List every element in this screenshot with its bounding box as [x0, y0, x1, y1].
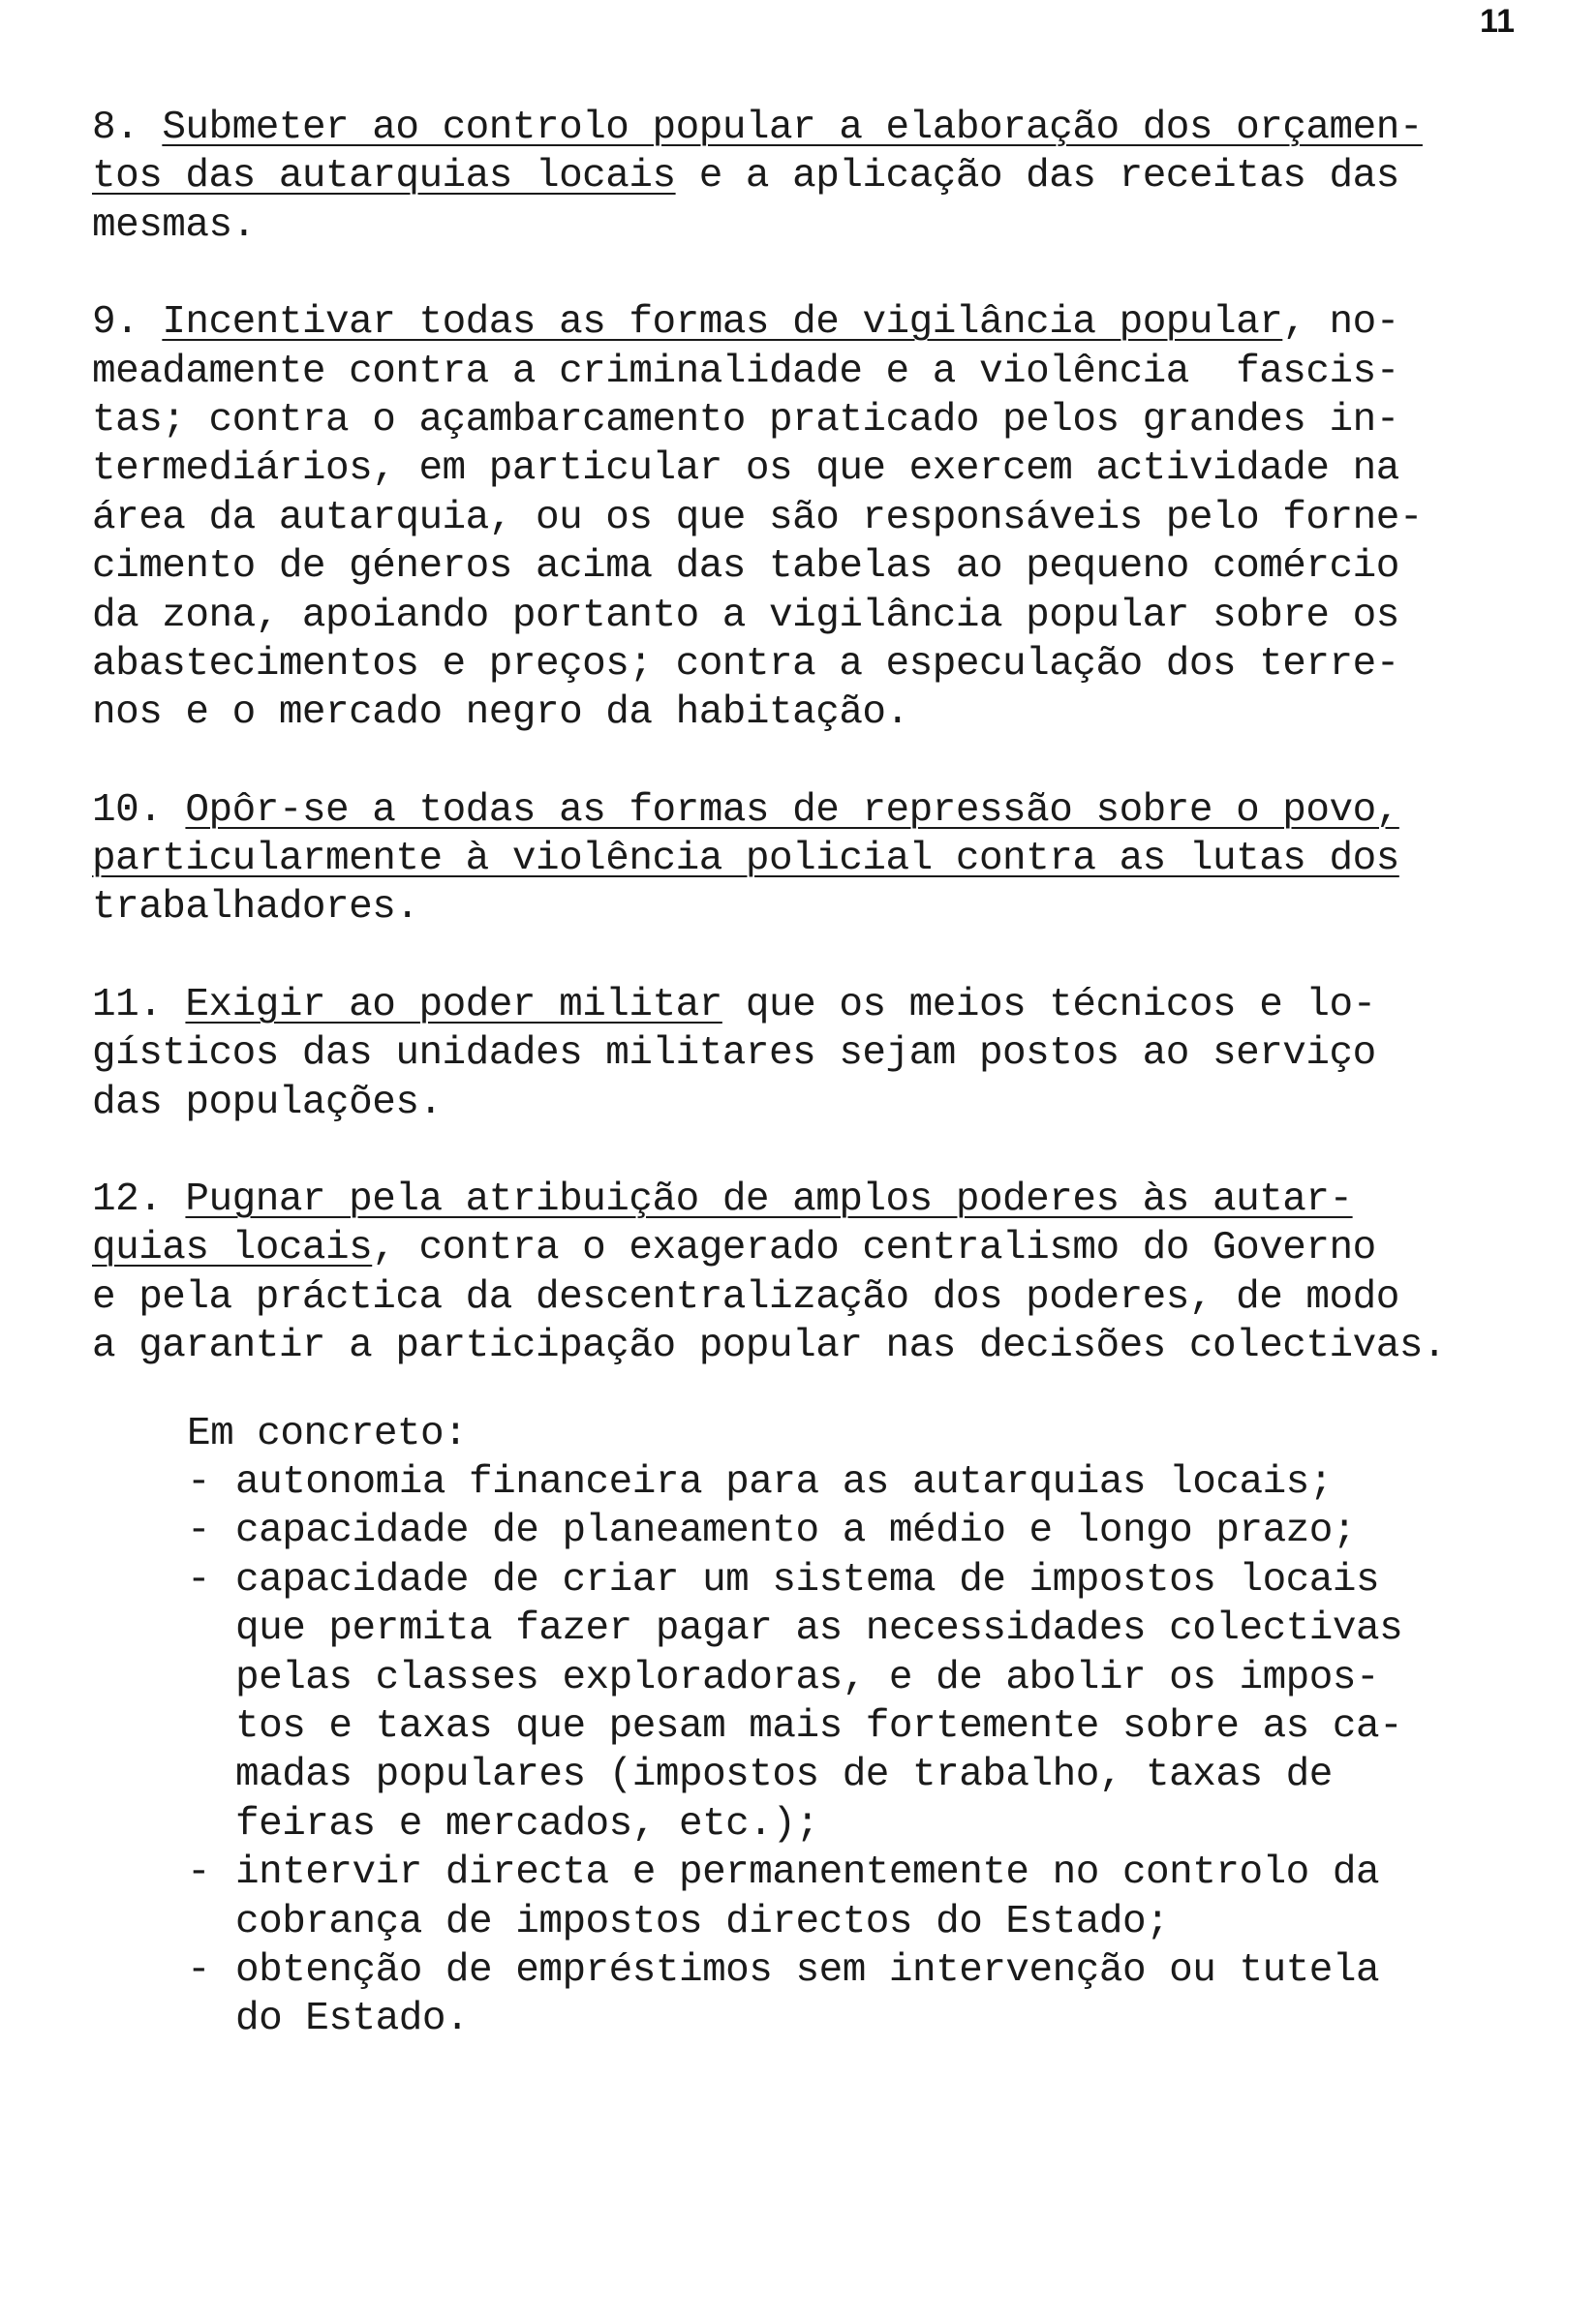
text: tas; contra o açambarcamento praticado pelos grandes in- — [92, 397, 1399, 443]
text-line — [92, 396, 1574, 444]
underlined-phrase: quias locais — [92, 1226, 373, 1271]
item-number: 11. — [92, 982, 163, 1027]
underlined-phrase: Incentivar todas as formas de vigilância popular — [162, 300, 1283, 346]
concrete-title: Em concreto: — [187, 1411, 468, 1456]
text: mesmas. — [92, 202, 256, 248]
text-line: que permita fazer pagar as necessidades colectivas — [235, 1606, 1403, 1652]
text-line — [92, 152, 1574, 200]
text-line: autonomia financeira para as autarquias locais; — [235, 1459, 1333, 1505]
text: área da autarquia, ou os que são responsáveis pelo forne- — [92, 495, 1423, 540]
concrete-measures — [187, 1410, 1574, 2044]
item-number: 10. — [92, 787, 163, 833]
text-line — [92, 592, 1574, 640]
demand-item-9 — [92, 298, 1574, 738]
text: que os meios técnicos e lo- — [721, 982, 1376, 1027]
text: meadamente contra a criminalidade e a violência fascis- — [92, 349, 1399, 394]
text-line: capacidade de planeamento a médio e longo prazo; — [235, 1509, 1356, 1554]
item-number: 9. — [92, 300, 139, 346]
item-number: 8. — [92, 106, 139, 150]
text-line — [92, 348, 1574, 396]
text-line — [92, 786, 1574, 835]
text-line — [92, 542, 1574, 591]
text-line — [92, 444, 1574, 493]
text: gísticos das unidades militares sejam postos ao serviço — [92, 1031, 1376, 1077]
text-line — [92, 883, 1574, 932]
text-line — [92, 1176, 1574, 1224]
text: e pela práctica da descentralização dos poderes, de modo — [92, 1274, 1399, 1320]
underlined-phrase: Submeter ao controlo popular a elaboração dos orçamen- — [162, 106, 1423, 150]
demand-item-11 — [92, 981, 1574, 1127]
text: abastecimentos e preços; contra a especulação dos terre- — [92, 641, 1399, 687]
underlined-phrase: Exigir ao poder militar — [185, 982, 722, 1027]
text: termediários, em particular os que exercem actividade na — [92, 446, 1399, 492]
text-line — [92, 640, 1574, 688]
text-line — [92, 298, 1574, 347]
text: a garantir a participação popular nas decisões colectivas. — [92, 1324, 1447, 1369]
text: , contra o exagerado centralismo do Governo — [372, 1226, 1376, 1271]
text-line — [92, 1322, 1574, 1370]
list-item — [187, 1458, 1574, 1507]
item-number: 12. — [92, 1177, 163, 1223]
concrete-list — [187, 1458, 1574, 2044]
dash-bullet: - — [187, 1850, 211, 1896]
text-line — [92, 104, 1574, 152]
text-line: feiras e mercados, etc.); — [235, 1801, 819, 1847]
list-item — [187, 1507, 1574, 1555]
text-line: cobrança de impostos directos do Estado; — [235, 1899, 1170, 1944]
list-item — [187, 1556, 1574, 1849]
underlined-phrase: Pugnar pela atribuição de amplos poderes às autar- — [185, 1177, 1353, 1223]
text-line: do Estado. — [235, 1997, 470, 2042]
list-item — [187, 1849, 1574, 1946]
underlined-phrase: Opôr-se a todas as formas de repressão sobre o povo, — [185, 787, 1399, 833]
text-line — [92, 201, 1574, 250]
text: nos e o mercado negro da habitação. — [92, 690, 909, 736]
demand-item-8 — [92, 104, 1574, 250]
text-line — [92, 1273, 1574, 1322]
text: , no- — [1282, 300, 1399, 346]
demand-item-12 — [92, 1176, 1574, 1371]
text-line — [92, 1079, 1574, 1127]
text: trabalhadores. — [92, 885, 419, 931]
dash-bullet: - — [187, 1459, 211, 1505]
text-line — [92, 835, 1574, 883]
text-line — [92, 688, 1574, 737]
text-line: tos e taxas que pesam mais fortemente sobre as ca- — [235, 1703, 1403, 1749]
text: cimento de géneros acima das tabelas ao pequeno comércio — [92, 544, 1399, 590]
text-line — [92, 981, 1574, 1029]
list-item — [187, 1946, 1574, 2044]
text-line: pelas classes exploradoras, e de abolir os impos- — [235, 1655, 1380, 1700]
text-line — [92, 1029, 1574, 1078]
text-line: capacidade de criar um sistema de impostos locais — [235, 1557, 1380, 1603]
text: e a aplicação das receitas das — [675, 154, 1399, 199]
underlined-phrase: particularmente à violência policial contra as lutas dos — [92, 837, 1399, 882]
page-number: 11 — [1480, 3, 1515, 40]
dash-bullet: - — [187, 1509, 211, 1554]
text-line: obtenção de empréstimos sem intervenção ou tutela — [235, 1947, 1380, 1993]
underlined-phrase: tos das autarquias locais — [92, 154, 676, 199]
text: da zona, apoiando portanto a vigilância popular sobre os — [92, 593, 1399, 638]
dash-bullet: - — [187, 1947, 211, 1993]
text-line — [92, 1224, 1574, 1272]
dash-bullet: - — [187, 1557, 211, 1603]
text-line: intervir directa e permanentemente no controlo da — [235, 1850, 1380, 1896]
document-body — [92, 104, 1574, 2044]
text-line — [92, 494, 1574, 542]
text-line: madas populares (impostos de trabalho, taxas de — [235, 1753, 1333, 1798]
demand-item-10 — [92, 786, 1574, 933]
text: das populações. — [92, 1080, 443, 1125]
